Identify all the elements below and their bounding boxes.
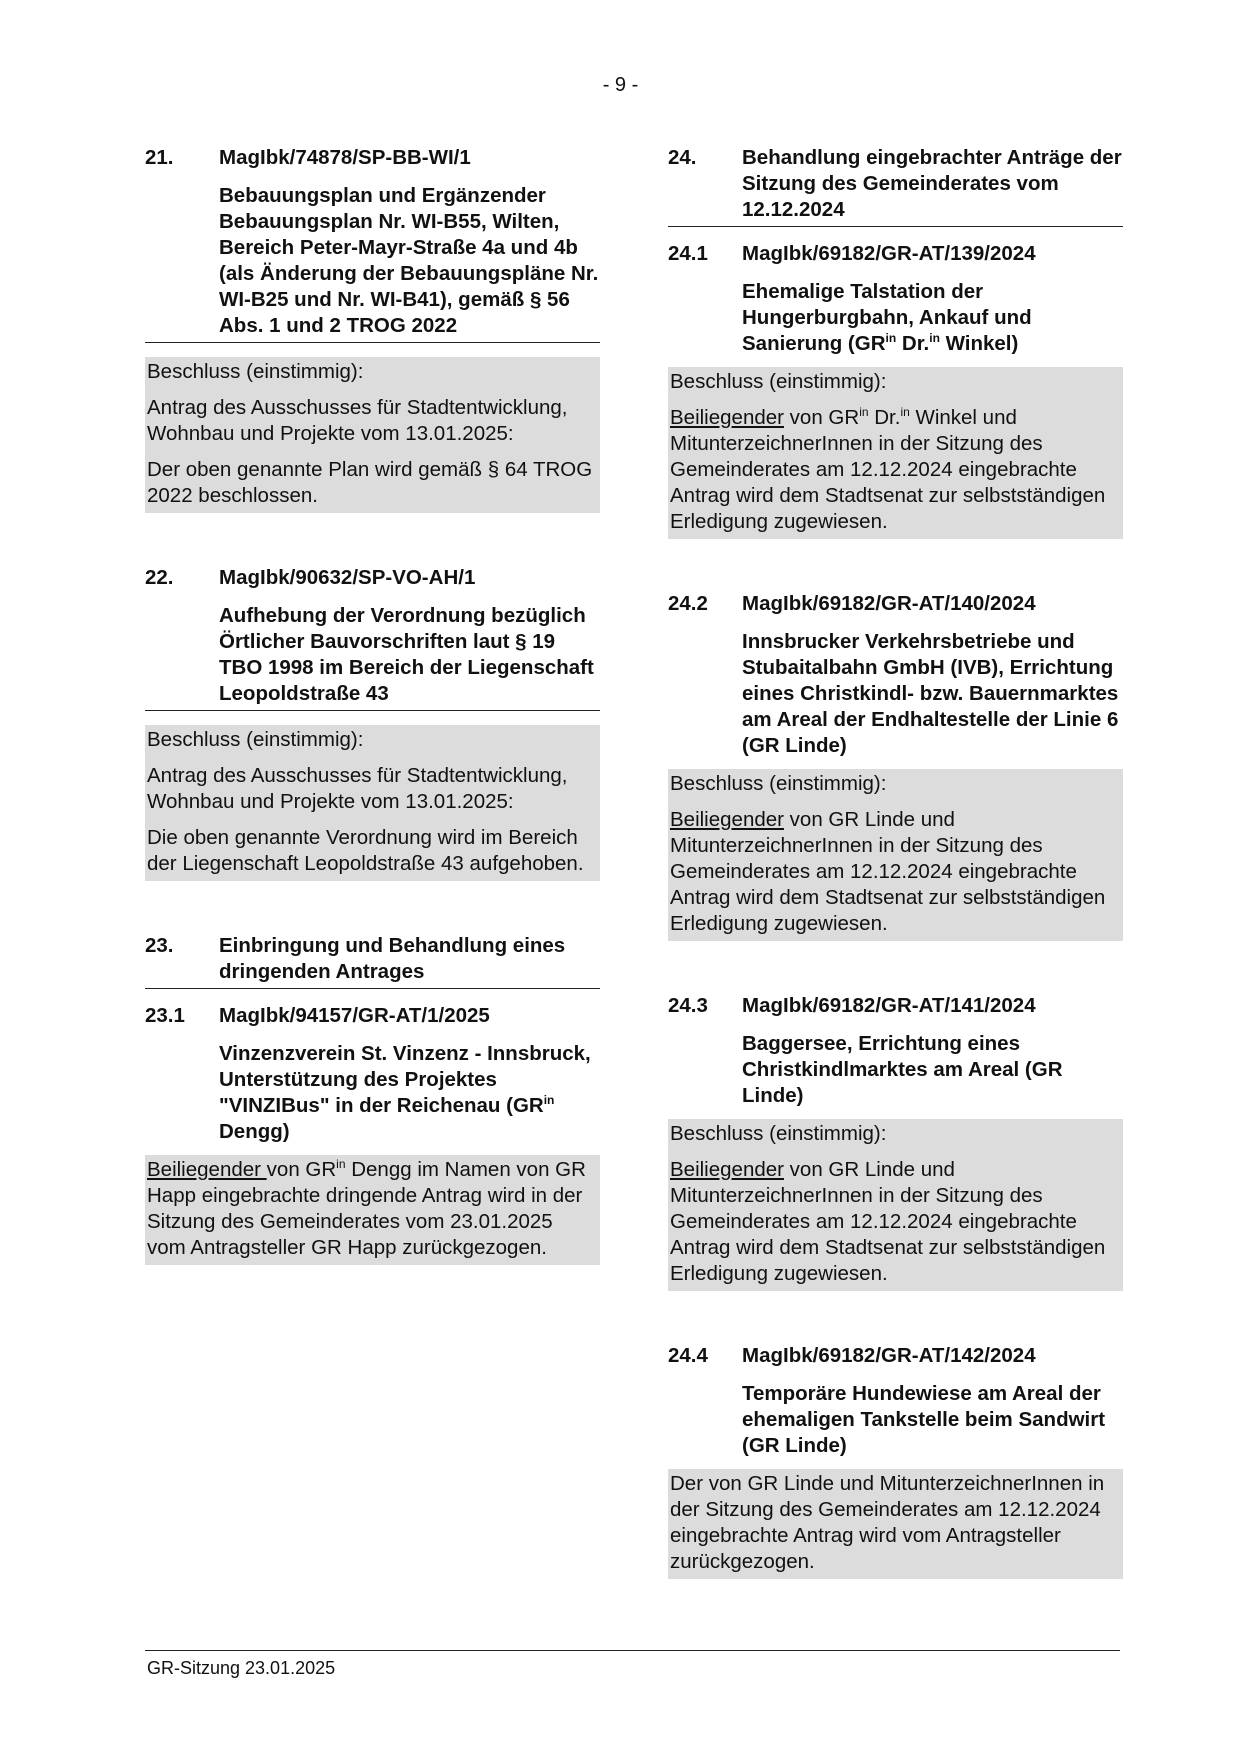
- decision-box: [145, 357, 600, 513]
- agenda-item-24: [668, 145, 1123, 227]
- item-title: Aufhebung der Verordnung bezüglich Örtlicher Bauvorschriften laut § 19 TBO 1998 im Bereich der Liegenschaft Leopoldstraße 43: [219, 604, 594, 705]
- item-title: Einbringung und Behandlung eines dringenden Antrages: [219, 934, 566, 983]
- item-reference: MagIbk/69182/GR-AT/139/2024: [742, 242, 1036, 265]
- decision-label: Beschluss (einstimmig):: [147, 360, 364, 383]
- item-reference: MagIbk/94157/GR-AT/1/2025: [219, 1004, 490, 1027]
- agenda-item-24-1: [668, 241, 1123, 539]
- agenda-item-24-3: [668, 993, 1123, 1291]
- divider: [668, 226, 1123, 227]
- item-reference: MagIbk/74878/SP-BB-WI/1: [219, 146, 471, 169]
- item-title: Ehemalige Talstation der Hungerburgbahn, Ankauf und Sanierung ($GR^{in}$ Dr.$^{in}$ Winkel): [742, 280, 1032, 355]
- item-reference: MagIbk/90632/SP-VO-AH/1: [219, 566, 476, 589]
- withdrawal-text: Der von GR Linde und MitunterzeichnerInnen in der Sitzung des Gemeinderates am 12.12.2024 eingebrachte Antrag wird vom Antragsteller zurückgezogen.: [670, 1472, 1105, 1573]
- agenda-item-24-2: [668, 591, 1123, 941]
- decision-box: [668, 367, 1123, 539]
- item-title: Innsbrucker Verkehrsbetriebe und Stubaitalbahn GmbH (IVB), Errichtung eines Christkindl- bzw. Bauernmarktes am Areal der Endhaltestelle der Linie 6 (GR Linde): [742, 630, 1119, 757]
- result-text: Der oben genannte Plan wird gemäß § 64 TROG 2022 beschlossen.: [147, 458, 593, 507]
- item-number: 22.: [145, 566, 174, 589]
- item-number: 24.4: [668, 1344, 708, 1367]
- item-reference: MagIbk/69182/GR-AT/140/2024: [742, 592, 1036, 615]
- agenda-item-23-1: [145, 1003, 600, 1265]
- footer-text: GR-Sitzung 23.01.2025: [147, 1658, 336, 1678]
- right-column: [668, 145, 1123, 1617]
- withdrawal-text: Beiliegender von $GR^{in}$ Dengg im Namen von GR Happ eingebrachte dringende Antrag wird in der Sitzung des Gemeinderates vom 23.01.2025 vom Antragsteller GR Happ zurückgezogen.: [147, 1157, 586, 1259]
- result-text: Die oben genannte Verordnung wird im Bereich der Liegenschaft Leopoldstraße 43 aufgehoben.: [147, 826, 584, 875]
- item-number: 23.: [145, 934, 174, 957]
- motion-text: Antrag des Ausschusses für Stadtentwicklung, Wohnbau und Projekte vom 13.01.2025:: [147, 396, 568, 445]
- decision-box: [668, 1469, 1123, 1579]
- decision-label: Beschluss (einstimmig):: [670, 772, 887, 795]
- agenda-item-23: [145, 933, 600, 989]
- left-column: [145, 145, 600, 1303]
- divider: [145, 988, 600, 989]
- item-title: Baggersee, Errichtung eines Christkindlmarktes am Areal (GR Linde): [742, 1032, 1063, 1107]
- item-number: 24.2: [668, 592, 708, 615]
- motion-text: Antrag des Ausschusses für Stadtentwicklung, Wohnbau und Projekte vom 13.01.2025:: [147, 764, 568, 813]
- item-title: Bebauungsplan und Ergänzender Bebauungsplan Nr. WI-B55, Wilten, Bereich Peter-Mayr-Straße 4a und 4b (als Änderung der Bebauungspläne Nr. WI-B25 und Nr. WI-B41), gemäß § 56 Abs. 1 und 2 TROG 2022: [219, 184, 599, 337]
- agenda-item-22: [145, 565, 600, 881]
- item-reference: MagIbk/69182/GR-AT/142/2024: [742, 1344, 1036, 1367]
- decision-box: [145, 725, 600, 881]
- divider: [145, 710, 600, 711]
- item-number: 23.1: [145, 1004, 185, 1027]
- footer-divider: [145, 1650, 1120, 1651]
- item-number: 21.: [145, 146, 174, 169]
- decision-box: [145, 1155, 600, 1265]
- page-number: - 9 -: [602, 74, 639, 96]
- agenda-item-21: [145, 145, 600, 513]
- divider: [145, 342, 600, 343]
- item-title: Temporäre Hundewiese am Areal der ehemaligen Tankstelle beim Sandwirt (GR Linde): [742, 1382, 1106, 1457]
- item-number: 24.: [668, 146, 697, 169]
- item-number: 24.1: [668, 242, 708, 265]
- item-number: 24.3: [668, 994, 708, 1017]
- item-reference: MagIbk/69182/GR-AT/141/2024: [742, 994, 1036, 1017]
- decision-text: Beiliegender von $GR^{in}$ Dr.$^{in}$ Winkel und MitunterzeichnerInnen in der Sitzung des Gemeinderates am 12.12.2024 eingebrachte Antrag wird dem Stadtsenat zur selbstständigen Erledigung zugewiesen.: [670, 405, 1106, 533]
- decision-text: Beiliegender von GR Linde und MitunterzeichnerInnen in der Sitzung des Gemeinderates am 12.12.2024 eingebrachte Antrag wird dem Stadtsenat zur selbstständigen Erledigung zugewiesen.: [670, 808, 1106, 935]
- decision-text: Beiliegender von GR Linde und MitunterzeichnerInnen in der Sitzung des Gemeinderates am 12.12.2024 eingebrachte Antrag wird dem Stadtsenat zur selbstständigen Erledigung zugewiesen.: [670, 1158, 1106, 1285]
- decision-label: Beschluss (einstimmig):: [670, 370, 887, 393]
- decision-label: Beschluss (einstimmig):: [670, 1122, 887, 1145]
- decision-box: [668, 1119, 1123, 1291]
- agenda-item-24-4: [668, 1343, 1123, 1579]
- decision-label: Beschluss (einstimmig):: [147, 728, 364, 751]
- item-title: Vinzenzverein St. Vinzenz - Innsbruck, Unterstützung des Projektes "VINZIBus" in der Reichenau ($GR^{in}$ Dengg): [219, 1042, 591, 1143]
- decision-box: [668, 769, 1123, 941]
- item-title: Behandlung eingebrachter Anträge der Sitzung des Gemeinderates vom 12.12.2024: [742, 146, 1122, 221]
